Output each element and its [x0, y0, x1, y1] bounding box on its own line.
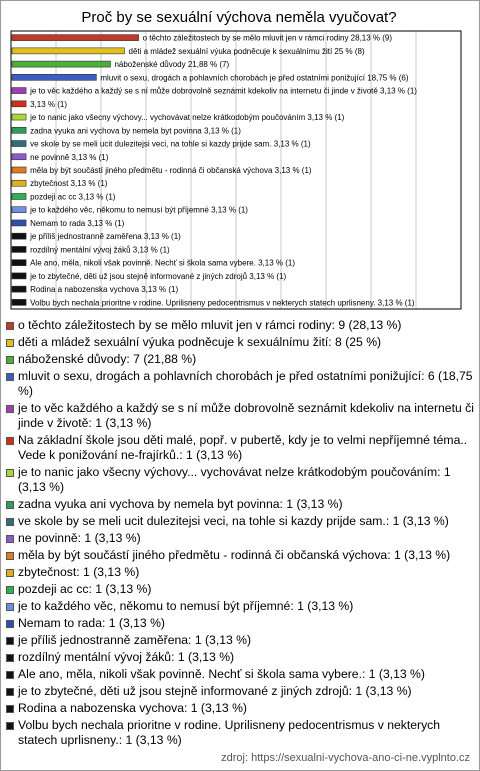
bar [12, 220, 26, 226]
bar-label: je to věc každého a každý se s ní může dobrovolně seznámit kdekoliv na internetu či jinde v životě 3,13 % (1) [30, 86, 417, 96]
legend-item [6, 650, 474, 665]
legend-item [6, 369, 474, 399]
legend-swatch [6, 501, 14, 509]
chart-legend [6, 318, 474, 750]
legend-item [6, 497, 474, 512]
bar-label: zbytečnost 3,13 % (1) [30, 179, 108, 189]
legend-label: Nemam to rada: 1 (3,13 %) [18, 616, 165, 630]
legend-label: ne povinně: 1 (3,13 %) [18, 531, 141, 545]
bar-label: ne povinně 3,13 % (1) [30, 152, 109, 162]
legend-swatch [6, 671, 14, 679]
bar [12, 88, 26, 94]
legend-item [6, 701, 474, 716]
legend-label: je příliš jednostranně zaměřena: 1 (3,13 %) [18, 633, 252, 647]
legend-item [6, 599, 474, 614]
legend-swatch [6, 654, 14, 662]
legend-item [6, 531, 474, 546]
legend-swatch [6, 620, 14, 628]
bar-label: Rodina a nabozenska vychova 3,13 % (1) [30, 285, 179, 295]
bar [12, 233, 26, 239]
legend-label: je to nanic jako všecny výchovy... vychovávat nelze krátkodobým poučováním: 1 (3,13 %) [18, 465, 451, 494]
legend-label: zadna vyuka ani vychova by nemela byt povinna: 1 (3,13 %) [18, 497, 343, 511]
legend-item [6, 465, 474, 495]
legend-item [6, 582, 474, 597]
bar-label: ve skole by se meli ucit dulezitejsi veci, na tohle si kazdy prijde sam. 3,13 % (1) [30, 139, 311, 149]
bar-label: Volbu bych nechala prioritne v rodine. Uprilisneny pedocentrismus v nekterych statech uprlisneny. 3,13 % (1) [30, 298, 415, 308]
legend-label: děti a mládež sexuální výuka podněcuje k sexuálnímu žití: 8 (25 %) [18, 335, 382, 349]
bar-label: o těchto záležitostech by se mělo mluvit jen v rámci rodiny 28,13 % (9) [142, 33, 393, 43]
bar [12, 154, 26, 160]
legend-swatch [6, 339, 14, 347]
legend-swatch [6, 535, 14, 543]
bar-label: rozdílný mentální vývoj žáků 3,13 % (1) [30, 245, 170, 255]
legend-swatch [6, 437, 14, 445]
bar [12, 141, 26, 147]
legend-label: je to zbytečné, děti už jsou stejně informované z jiných zdrojů: 1 (3,13 %) [18, 684, 412, 698]
bar-label: děti a mládež sexuální výuka podněcuje k sexuálnímu žití 25 % (8) [128, 46, 365, 56]
legend-swatch [6, 688, 14, 696]
legend-label: Volbu bych nechala prioritne v rodine. Uprilisneny pedocentrismus v nekterych statech uprlisneny.: 1 (3,13 %) [18, 718, 441, 747]
bar [12, 299, 26, 305]
bar [12, 180, 26, 186]
legend-label: je to každého věc, někomu to nemusí být příjemné: 1 (3,13 %) [18, 599, 354, 613]
legend-item [6, 667, 474, 682]
bar [12, 246, 26, 252]
bar [12, 101, 26, 107]
bar-label: zadna vyuka ani vychova by nemela byt povinna 3,13 % (1) [30, 126, 241, 136]
legend-swatch [6, 322, 14, 330]
legend-item [6, 633, 474, 648]
bar [12, 35, 139, 41]
legend-label: Ale ano, měla, nikoli však povinně. Nechť si škola sama vybere.: 1 (3,13 %) [18, 667, 425, 681]
legend-swatch [6, 603, 14, 611]
bar [12, 127, 26, 133]
bar-label: mluvit o sexu, drogách a pohlavních chorobách je před ostatními ponižující 18,75 % (6) [100, 73, 409, 83]
legend-swatch [6, 405, 14, 413]
bar-label: je to každého věc, někomu to nemusí být příjemné 3,13 % (1) [30, 205, 248, 215]
bar-label: je příliš jednostranně zaměřena 3,13 % (1) [30, 232, 181, 242]
source-note: zdroj: https://sexualni-vychova-ano-ci-ne.vyplnto.cz [221, 752, 470, 764]
legend-item [6, 548, 474, 563]
legend-item [6, 401, 474, 431]
legend-item [6, 718, 474, 748]
bar-label: náboženské důvody 21,88 % (7) [114, 60, 230, 70]
legend-label: mluvit o sexu, drogách a pohlavních chorobách je před ostatními ponižující: 6 (18,75 %) [18, 369, 473, 398]
legend-swatch [6, 552, 14, 560]
legend-label: rozdílný mentální vývoj žáků: 1 (3,13 %) [18, 650, 235, 664]
legend-swatch [6, 569, 14, 577]
legend-label: o těchto záležitostech by se mělo mluvit jen v rámci rodiny: 9 (28,13 %) [18, 318, 402, 332]
legend-label: Rodina a nabozenska vychova: 1 (3,13 %) [18, 701, 247, 715]
bar [12, 48, 125, 54]
legend-item [6, 565, 474, 580]
legend-label: ve skole by se meli ucit dulezitejsi veci, na tohle si kazdy prijde sam.: 1 (3,13 %) [18, 514, 449, 528]
bar-label: 3,13 % (1) [30, 99, 67, 109]
legend-label: je to věc každého a každý se s ní může dobrovolně seznámit kdekoliv na internetu či jinde v životě: 1 (3,13 %) [18, 401, 474, 430]
legend-label: zbytečnost: 1 (3,13 %) [18, 565, 140, 579]
legend-item [6, 352, 474, 367]
legend-label: měla by být součástí jiného předmětu - rodinná či občanská výchova: 1 (3,13 %) [18, 548, 451, 562]
bar-chart [0, 0, 480, 318]
legend-item [6, 684, 474, 699]
bar-label: Nemam to rada 3,13 % (1) [30, 218, 125, 228]
bar [12, 193, 26, 199]
bar [12, 167, 26, 173]
legend-swatch [6, 356, 14, 364]
legend-swatch [6, 705, 14, 713]
bar [12, 74, 96, 80]
legend-swatch [6, 637, 14, 645]
bar-label: Ale ano, měla, nikoli však povinně. Nechť si škola sama vybere. 3,13 % (1) [30, 258, 295, 268]
legend-swatch [6, 469, 14, 477]
legend-item [6, 335, 474, 350]
bar-label: je to zbytečné, děti už jsou stejně informované z jiných zdrojů 3,13 % (1) [30, 271, 287, 281]
legend-label: náboženské důvody: 7 (21,88 %) [18, 352, 197, 366]
bar [12, 207, 26, 213]
bar-label: měla by být součástí jiného předmětu - rodinná či občanská výchova 3,13 % (1) [30, 166, 312, 175]
bar [12, 114, 26, 120]
legend-label: Na základní škole jsou děti malé, popř. v pubertě, kdy je to velmi nepříjemné téma.. Vede k ponižování ne-frajírků.: 1 (3,13 %) [18, 433, 468, 462]
legend-item [6, 514, 474, 529]
chart-title: Proč by se sexuální výchova neměla vyučovat? [81, 9, 397, 26]
legend-swatch [6, 722, 14, 730]
legend-swatch [6, 373, 14, 381]
bar [12, 273, 26, 279]
legend-item [6, 433, 474, 463]
bar-label: je to nanic jako všecny výchovy... vychovávat nelze krátkodobým poučováním 3,13 % (1) [30, 113, 345, 123]
legend-item [6, 616, 474, 631]
legend-label: pozdeji ac cc: 1 (3,13 %) [18, 582, 152, 596]
legend-item [6, 318, 474, 333]
bar [12, 61, 110, 67]
bar [12, 260, 26, 266]
legend-swatch [6, 586, 14, 594]
legend-swatch [6, 518, 14, 526]
bar-label: pozdeji ac cc 3,13 % (1) [30, 192, 116, 202]
bar [12, 286, 26, 292]
